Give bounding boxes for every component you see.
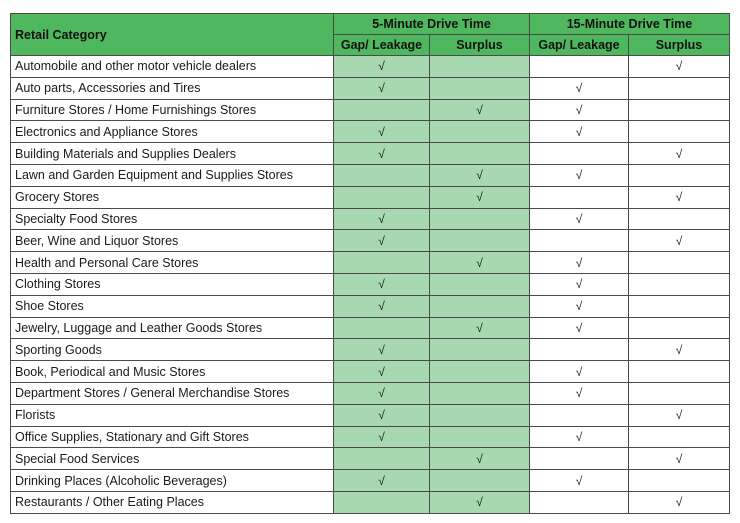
surplus-5min-cell	[430, 404, 530, 426]
surplus-15min-cell	[629, 426, 730, 448]
category-cell: Building Materials and Supplies Dealers	[11, 143, 334, 165]
gap-leakage-5min-cell: √	[334, 426, 430, 448]
surplus-15min-cell	[629, 295, 730, 317]
surplus-15min-cell	[629, 382, 730, 404]
surplus-5min-cell: √	[430, 252, 530, 274]
surplus-15min-cell: √	[629, 448, 730, 470]
table-row	[11, 99, 730, 121]
table-row	[11, 448, 730, 470]
surplus-15min-cell	[629, 77, 730, 99]
gap-leakage-5min-cell	[334, 491, 430, 513]
category-cell: Electronics and Appliance Stores	[11, 121, 334, 143]
table-row	[11, 295, 730, 317]
table-row	[11, 491, 730, 513]
surplus-15min-cell	[629, 361, 730, 383]
surplus-15min-cell: √	[629, 186, 730, 208]
table-row	[11, 404, 730, 426]
surplus-5min-cell	[430, 295, 530, 317]
table-row	[11, 426, 730, 448]
gap-leakage-15min-cell	[530, 448, 629, 470]
category-cell: Book, Periodical and Music Stores	[11, 361, 334, 383]
table-row	[11, 361, 730, 383]
surplus-15min-cell	[629, 121, 730, 143]
surplus-5min-cell	[430, 230, 530, 252]
category-cell: Furniture Stores / Home Furnishings Stores	[11, 99, 334, 121]
category-cell: Specialty Food Stores	[11, 208, 334, 230]
table-row	[11, 317, 730, 339]
category-cell: Restaurants / Other Eating Places	[11, 491, 334, 513]
gap-leakage-15min-cell	[530, 143, 629, 165]
surplus-5min-cell	[430, 121, 530, 143]
surplus-15min-cell: √	[629, 143, 730, 165]
category-cell: Special Food Services	[11, 448, 334, 470]
table-row	[11, 230, 730, 252]
table-row	[11, 143, 730, 165]
gap-leakage-5min-header: Gap/ Leakage	[334, 35, 430, 56]
table-row	[11, 77, 730, 99]
gap-leakage-15min-cell	[530, 491, 629, 513]
gap-leakage-15min-cell: √	[530, 252, 629, 274]
gap-leakage-15min-cell: √	[530, 361, 629, 383]
table-body	[11, 56, 730, 514]
gap-leakage-15min-cell: √	[530, 121, 629, 143]
surplus-5min-cell	[430, 426, 530, 448]
gap-leakage-5min-cell	[334, 448, 430, 470]
surplus-15min-cell	[629, 252, 730, 274]
gap-leakage-5min-cell: √	[334, 121, 430, 143]
gap-leakage-15min-header: Gap/ Leakage	[530, 35, 629, 56]
gap-leakage-15min-cell: √	[530, 470, 629, 492]
gap-leakage-5min-cell: √	[334, 404, 430, 426]
gap-leakage-5min-cell: √	[334, 339, 430, 361]
category-cell: Jewelry, Luggage and Leather Goods Stores	[11, 317, 334, 339]
fifteen-minute-drive-time-header: 15-Minute Drive Time	[530, 14, 730, 35]
table-row	[11, 186, 730, 208]
gap-leakage-15min-cell	[530, 230, 629, 252]
surplus-15min-cell	[629, 208, 730, 230]
surplus-15min-cell: √	[629, 404, 730, 426]
table-row	[11, 470, 730, 492]
category-cell: Grocery Stores	[11, 186, 334, 208]
category-cell: Shoe Stores	[11, 295, 334, 317]
surplus-5min-cell: √	[430, 164, 530, 186]
gap-leakage-15min-cell: √	[530, 317, 629, 339]
surplus-5min-cell: √	[430, 448, 530, 470]
gap-leakage-15min-cell: √	[530, 426, 629, 448]
category-cell: Beer, Wine and Liquor Stores	[11, 230, 334, 252]
gap-leakage-15min-cell: √	[530, 295, 629, 317]
surplus-15min-cell: √	[629, 339, 730, 361]
surplus-5min-cell	[430, 273, 530, 295]
gap-leakage-15min-cell: √	[530, 273, 629, 295]
surplus-5min-cell	[430, 339, 530, 361]
gap-leakage-5min-cell: √	[334, 470, 430, 492]
surplus-15min-cell	[629, 273, 730, 295]
category-cell: Auto parts, Accessories and Tires	[11, 77, 334, 99]
gap-leakage-5min-cell: √	[334, 361, 430, 383]
table-row	[11, 252, 730, 274]
category-cell: Department Stores / General Merchandise Stores	[11, 382, 334, 404]
gap-leakage-15min-cell: √	[530, 208, 629, 230]
surplus-5min-cell: √	[430, 317, 530, 339]
gap-leakage-5min-cell	[334, 164, 430, 186]
gap-leakage-15min-cell: √	[530, 382, 629, 404]
table-row	[11, 56, 730, 78]
retail-gap-table	[10, 13, 730, 514]
surplus-15min-cell	[629, 164, 730, 186]
gap-leakage-5min-cell: √	[334, 77, 430, 99]
category-cell: Sporting Goods	[11, 339, 334, 361]
surplus-5min-cell	[430, 77, 530, 99]
surplus-5min-header: Surplus	[430, 35, 530, 56]
gap-leakage-5min-cell	[334, 186, 430, 208]
retail-category-header: Retail Category	[11, 14, 334, 56]
surplus-15min-cell: √	[629, 491, 730, 513]
category-cell: Drinking Places (Alcoholic Beverages)	[11, 470, 334, 492]
category-cell: Office Supplies, Stationary and Gift Stores	[11, 426, 334, 448]
gap-leakage-5min-cell	[334, 99, 430, 121]
surplus-5min-cell: √	[430, 186, 530, 208]
gap-leakage-15min-cell: √	[530, 99, 629, 121]
gap-leakage-5min-cell: √	[334, 143, 430, 165]
gap-leakage-5min-cell: √	[334, 295, 430, 317]
surplus-5min-cell	[430, 143, 530, 165]
surplus-5min-cell	[430, 470, 530, 492]
gap-leakage-15min-cell	[530, 186, 629, 208]
five-minute-drive-time-header: 5-Minute Drive Time	[334, 14, 530, 35]
table-row	[11, 121, 730, 143]
table-row	[11, 164, 730, 186]
table-row	[11, 273, 730, 295]
surplus-15min-cell	[629, 317, 730, 339]
gap-leakage-5min-cell: √	[334, 230, 430, 252]
surplus-5min-cell: √	[430, 491, 530, 513]
category-cell: Health and Personal Care Stores	[11, 252, 334, 274]
surplus-5min-cell	[430, 382, 530, 404]
gap-leakage-15min-cell: √	[530, 164, 629, 186]
gap-leakage-5min-cell	[334, 317, 430, 339]
surplus-5min-cell	[430, 361, 530, 383]
table-row	[11, 339, 730, 361]
surplus-5min-cell: √	[430, 99, 530, 121]
gap-leakage-5min-cell: √	[334, 56, 430, 78]
gap-leakage-15min-cell	[530, 339, 629, 361]
surplus-15min-header: Surplus	[629, 35, 730, 56]
surplus-15min-cell: √	[629, 230, 730, 252]
surplus-5min-cell	[430, 208, 530, 230]
surplus-15min-cell	[629, 99, 730, 121]
category-cell: Lawn and Garden Equipment and Supplies Stores	[11, 164, 334, 186]
category-cell: Clothing Stores	[11, 273, 334, 295]
gap-leakage-5min-cell: √	[334, 382, 430, 404]
gap-leakage-15min-cell	[530, 404, 629, 426]
category-cell: Automobile and other motor vehicle dealers	[11, 56, 334, 78]
gap-leakage-15min-cell	[530, 56, 629, 78]
surplus-15min-cell	[629, 470, 730, 492]
surplus-5min-cell	[430, 56, 530, 78]
category-cell: Florists	[11, 404, 334, 426]
table-row	[11, 382, 730, 404]
surplus-15min-cell: √	[629, 56, 730, 78]
gap-leakage-5min-cell: √	[334, 208, 430, 230]
table-row	[11, 208, 730, 230]
gap-leakage-15min-cell: √	[530, 77, 629, 99]
gap-leakage-5min-cell: √	[334, 273, 430, 295]
gap-leakage-5min-cell	[334, 252, 430, 274]
